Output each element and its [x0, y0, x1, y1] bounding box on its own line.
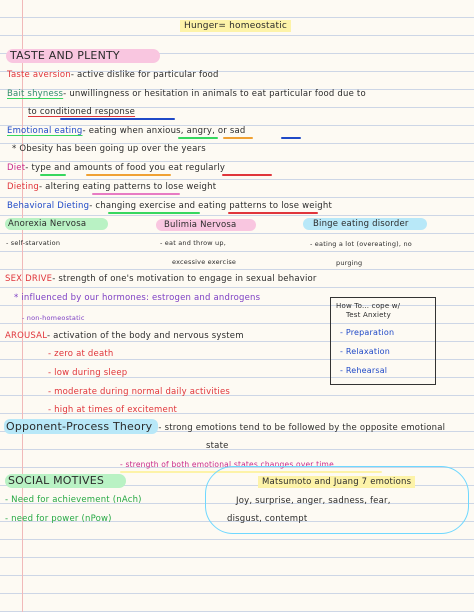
opponent-def: - strong emotions tend to be followed by the opposite emotional	[158, 423, 446, 433]
bulimia-desc: - eat and throw up,	[160, 239, 226, 247]
opponent-note: - strength of both emotional states changes over time	[120, 460, 334, 469]
motive-2: - need for power (nPow)	[5, 514, 112, 524]
taste-aversion-def: - active dislike for particular food	[70, 70, 219, 80]
emotional-eating-def: - eating when anxious, angry, or sad	[82, 126, 246, 136]
binge-label: Binge eating disorder	[303, 218, 427, 230]
sex-drive-def: - strength of one's motivation to engage in sexual behavior	[52, 274, 317, 284]
binge-desc-2: purging	[336, 259, 363, 267]
behavioral-underline-1	[108, 212, 200, 214]
section-header-taste: TASTE AND PLENTY	[6, 49, 160, 63]
dieting-def: - altering eating patterns to lose weight	[39, 182, 217, 192]
bait-shyness-def: - unwillingness or hesitation in animals to eat particular food due to	[63, 89, 366, 99]
diet-line	[7, 162, 225, 174]
opponent-term: Opponent-Process Theory	[4, 419, 158, 434]
diet-underline-1	[40, 174, 66, 176]
opponent-def-cont: state	[206, 441, 229, 451]
anorexia-label: Anorexia Nervosa	[5, 218, 108, 230]
behavioral-underline-2	[228, 212, 318, 214]
behavioral-dieting-line	[7, 200, 332, 212]
how-to-item-1: - Preparation	[340, 328, 395, 337]
arousal-line	[5, 330, 244, 342]
opponent-line	[4, 421, 445, 434]
arousal-item-1: - zero at death	[48, 349, 114, 359]
how-to-subtitle: Test Anxiety	[346, 311, 391, 319]
taste-aversion-term: Taste aversion	[7, 70, 71, 80]
bulimia-label: Bulimia Nervosa	[156, 219, 256, 231]
arousal-term: AROUSAL	[5, 331, 47, 341]
emotion-underline-3	[281, 137, 301, 139]
how-to-item-2: - Relaxation	[340, 347, 391, 356]
sex-drive-term: SEX DRIVE	[5, 274, 53, 284]
dieting-term: Dieting	[7, 182, 40, 192]
emotions-line-2: disgust, contempt	[227, 514, 308, 524]
emotion-underline-1	[178, 137, 218, 139]
bulimia-desc-2: excessive exercise	[172, 258, 237, 266]
bait-shyness-term: Bait shyness	[7, 89, 64, 99]
anorexia-desc: - self-starvation	[6, 239, 61, 247]
diet-underline-3	[222, 174, 272, 176]
how-to-title: How To... cope w/	[336, 302, 401, 310]
diet-underline-2	[86, 174, 171, 176]
bait-shyness-def-cont: to conditioned response	[28, 107, 136, 117]
non-homeostatic-note: - non-homeostatic	[22, 314, 85, 322]
emotional-eating-line	[7, 125, 246, 137]
how-to-item-3: - Rehearsal	[340, 366, 388, 375]
arousal-item-3: - moderate during normal daily activities	[48, 387, 231, 397]
section-header-social: SOCIAL MOTIVES	[5, 474, 126, 488]
diet-term: Diet	[7, 163, 26, 173]
emotional-eating-term: Emotional eating	[7, 126, 83, 136]
bait-shyness-line	[7, 88, 366, 100]
arousal-item-4: - high at times of excitement	[48, 405, 178, 415]
dieting-underline	[92, 193, 180, 195]
emotion-underline-2	[223, 137, 253, 139]
behavioral-dieting-term: Behavioral Dieting	[7, 201, 90, 211]
taste-aversion-line	[7, 69, 219, 81]
diet-def: - type and amounts of food you eat regularly	[25, 163, 226, 173]
arousal-def: - activation of the body and nervous system	[47, 331, 244, 341]
emotions-title: Matsumoto and Juang 7 emotions	[258, 476, 415, 488]
page-title: Hunger= homeostatic	[180, 20, 291, 32]
dieting-line	[7, 181, 216, 193]
behavioral-dieting-def: - changing exercise and eating patterns to lose weight	[89, 201, 332, 211]
sex-drive-line	[5, 273, 317, 285]
arousal-item-2: - low during sleep	[48, 368, 128, 378]
blue-underline	[60, 118, 175, 120]
hormones-note: * influenced by our hormones: estrogen and androgens	[14, 293, 261, 303]
motive-1: - Need for achievement (nAch)	[5, 495, 142, 505]
binge-desc: - eating a lot (overeating), no	[310, 240, 412, 248]
emotions-line-1: Joy, surprise, anger, sadness, fear,	[236, 496, 391, 506]
obesity-note: * Obesity has been going up over the years	[12, 144, 206, 154]
